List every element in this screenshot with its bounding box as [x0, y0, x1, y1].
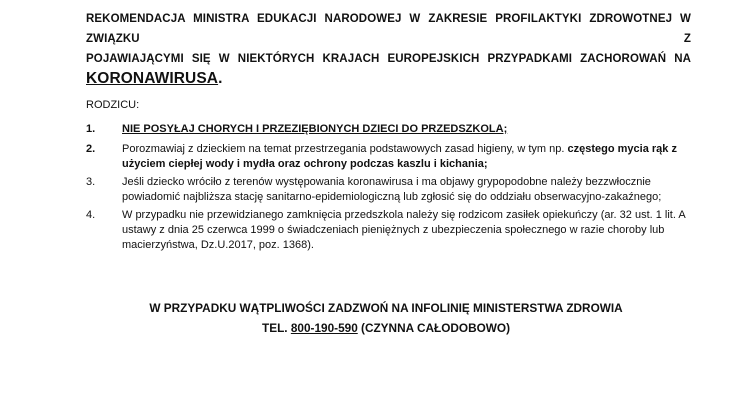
recommendation-list: [86, 122, 686, 253]
item-text: Porozmawiaj z dzieckiem na temat przestrzegania podstawowych zasad higieny, w tym np.: [122, 143, 568, 155]
hotline-phone: 800-190-590: [290, 321, 358, 335]
title-line-2: POJAWIAJĄCYMI SIĘ W NIEKTÓRYCH KRAJACH EUROPEJSKICH PRZYPADKAMI ZACHOROWAŃ NA: [86, 53, 691, 65]
title-keyword: KORONAWIRUSA: [86, 70, 219, 87]
recipient-heading: RODZICU:: [86, 99, 140, 111]
item-text: NIE POSYŁAJ CHORYCH I PRZEZIĘBIONYCH DZIECI DO PRZEDSZKOLA;: [122, 123, 508, 135]
item-number: 4.: [86, 209, 96, 221]
hotline-line-2: [86, 318, 686, 338]
title-line-3: [86, 69, 691, 90]
item-number: 1.: [86, 123, 96, 135]
hotline-line-1: W PRZYPADKU WĄTPLIWOŚCI ZADZWOŃ NA INFOLINIĘ MINISTERSTWA ZDROWIA: [149, 301, 623, 315]
list-item: [86, 122, 686, 137]
item-number: 3.: [86, 176, 96, 188]
title-end: .: [218, 70, 223, 87]
hotline-note: (CZYNNA CAŁODOBOWO): [357, 321, 510, 335]
tel-label: TEL.: [262, 321, 291, 335]
item-text: Jeśli dziecko wróciło z terenów występowania koronawirusa i ma objawy grypopodobne należy bezzwłocznie powiadomić najbliższa stację sanitarno-epidemiologiczną lub zgłosić się do oddziału obserwacyjno-zakaźnego;: [122, 176, 662, 203]
title-line-1: REKOMENDACJA MINISTRA EDUKACJI NARODOWEJ W ZAKRESIE PROFILAKTYKI ZDROWOTNEJ W ZWIĄZKU Z: [86, 13, 691, 45]
list-item: [86, 175, 686, 205]
item-text-emphasis: częstego mycia rąk z użyciem ciepłej wody i mydła oraz ochrony podczas kaszlu i kichania;: [122, 143, 677, 170]
list-item: [86, 142, 686, 172]
hotline-notice: [86, 298, 686, 338]
document-title: [86, 9, 691, 90]
list-item: [86, 208, 686, 253]
item-text: W przypadku nie przewidzianego zamknięcia przedszkola należy się rodzicom zasiłek opiekuńczy (ar. 32 ust. 1 lit. A ustawy z dnia 25 czerwca 1999 o świadczeniach pieniężnych z ubezpieczenia społecznego w razie choroby lub macierzyństwa, Dz.U.2017, poz. 1368).: [122, 209, 686, 251]
item-number: 2.: [86, 143, 96, 155]
